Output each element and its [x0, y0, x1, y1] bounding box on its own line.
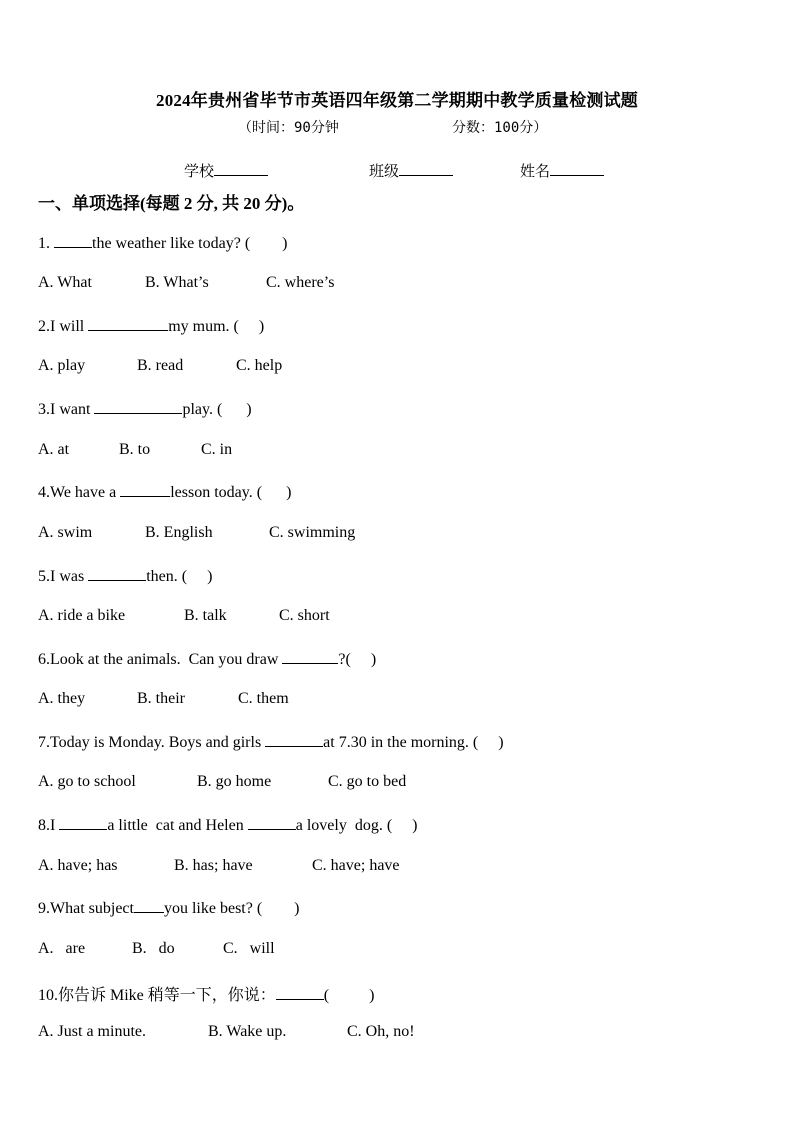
question-text: a little cat and Helen [107, 817, 248, 834]
answer-blank[interactable] [54, 233, 92, 248]
option-a[interactable]: A. at [38, 441, 70, 458]
school-blank[interactable] [214, 161, 268, 176]
question-text: at 7.30 in the morning. ( ) [323, 734, 504, 751]
question-text: 5.I was [38, 568, 89, 585]
option-c[interactable]: C. in [201, 441, 233, 458]
option-a[interactable]: A. play [38, 357, 86, 374]
class-field[interactable] [369, 160, 453, 181]
options-9 [38, 940, 275, 958]
question-9 [38, 898, 300, 918]
question-text: ?( ) [338, 651, 377, 668]
option-a[interactable]: A. are [38, 940, 86, 957]
options-2 [38, 357, 282, 375]
section-heading: 一、单项选择(每题 2 分, 共 20 分)。 [38, 194, 305, 213]
question-10 [38, 982, 374, 1005]
options-5 [38, 607, 330, 625]
answer-blank[interactable] [248, 815, 296, 830]
option-b[interactable]: B. talk [184, 607, 227, 624]
answer-blank[interactable] [282, 649, 338, 664]
question-3 [38, 399, 252, 419]
options-6 [38, 690, 289, 708]
name-field[interactable] [520, 160, 604, 181]
option-c[interactable]: C. will [223, 940, 275, 957]
question-text: lesson today. ( ) [170, 484, 292, 501]
exam-score: 分数：100分） [452, 120, 548, 136]
option-b[interactable]: B. Wake up. [208, 1023, 287, 1040]
question-6 [38, 649, 376, 669]
question-5 [38, 566, 212, 586]
question-7 [38, 732, 504, 752]
options-1 [38, 274, 334, 292]
option-b[interactable]: B. go home [197, 773, 272, 790]
option-c[interactable]: C. them [238, 690, 289, 707]
option-c[interactable]: C. short [279, 607, 330, 624]
question-text: 8.I [38, 817, 60, 834]
answer-blank[interactable] [134, 898, 164, 913]
question-text: you like best? ( ) [163, 900, 300, 917]
question-text: play. ( ) [182, 401, 252, 418]
option-b[interactable]: B. read [137, 357, 184, 374]
options-7 [38, 773, 406, 791]
question-text: a lovely dog. ( ) [295, 817, 418, 834]
question-text: 2.I will [38, 318, 89, 335]
question-text: 7.Today is Monday. Boys and girls [38, 734, 266, 751]
question-8 [38, 815, 417, 835]
question-text: 10.你告诉 Mike 稍等一下，你说： [38, 987, 276, 1004]
option-a[interactable]: A. swim [38, 524, 93, 541]
question-text: then. ( ) [146, 568, 213, 585]
question-text: my mum. ( ) [168, 318, 265, 335]
question-text: 6.Look at the animals. Can you draw [38, 651, 283, 668]
option-c[interactable]: C. go to bed [328, 773, 407, 790]
option-c[interactable]: C. help [236, 357, 283, 374]
class-blank[interactable] [399, 161, 453, 176]
class-label: 班级 [369, 164, 400, 180]
option-a[interactable]: A. have; has [38, 857, 118, 874]
option-c[interactable]: C. where’s [266, 274, 335, 291]
question-text: 1. [38, 235, 54, 252]
answer-blank[interactable] [59, 815, 107, 830]
answer-blank[interactable] [276, 985, 324, 1000]
exam-time: （时间：90分钟 [238, 120, 339, 136]
options-4 [38, 524, 355, 542]
exam-title: 2024年贵州省毕节市英语四年级第二学期期中教学质量检测试题 [156, 91, 638, 110]
option-b[interactable]: B. their [137, 690, 185, 707]
option-a[interactable]: A. ride a bike [38, 607, 126, 624]
option-b[interactable]: B. to [119, 441, 151, 458]
question-1 [38, 233, 287, 253]
question-4 [38, 482, 291, 502]
option-b[interactable]: B. do [132, 940, 175, 957]
option-a[interactable]: A. Just a minute. [38, 1023, 146, 1040]
question-text: 9.What subject [38, 900, 134, 917]
option-a[interactable]: A. What [38, 274, 92, 291]
option-a[interactable]: A. they [38, 690, 86, 707]
options-8 [38, 857, 400, 875]
school-label: 学校 [184, 164, 215, 180]
question-text: ( ) [323, 987, 375, 1004]
answer-blank[interactable] [94, 399, 182, 414]
answer-blank[interactable] [265, 732, 323, 747]
name-blank[interactable] [550, 161, 604, 176]
question-text: 3.I want [38, 401, 95, 418]
answer-blank[interactable] [88, 316, 168, 331]
option-b[interactable]: B. What’s [145, 274, 209, 291]
answer-blank[interactable] [120, 482, 170, 497]
option-a[interactable]: A. go to school [38, 773, 136, 790]
question-text: 4.We have a [38, 484, 121, 501]
question-2 [38, 316, 264, 336]
question-text: the weather like today? ( ) [92, 235, 288, 252]
option-c[interactable]: C. Oh, no! [347, 1023, 415, 1040]
options-3 [38, 441, 232, 459]
option-c[interactable]: C. swimming [269, 524, 356, 541]
school-field[interactable] [184, 160, 268, 181]
option-b[interactable]: B. has; have [174, 857, 253, 874]
options-10 [38, 1023, 415, 1041]
option-c[interactable]: C. have; have [312, 857, 400, 874]
answer-blank[interactable] [88, 566, 146, 581]
name-label: 姓名 [520, 164, 551, 180]
option-b[interactable]: B. English [145, 524, 213, 541]
